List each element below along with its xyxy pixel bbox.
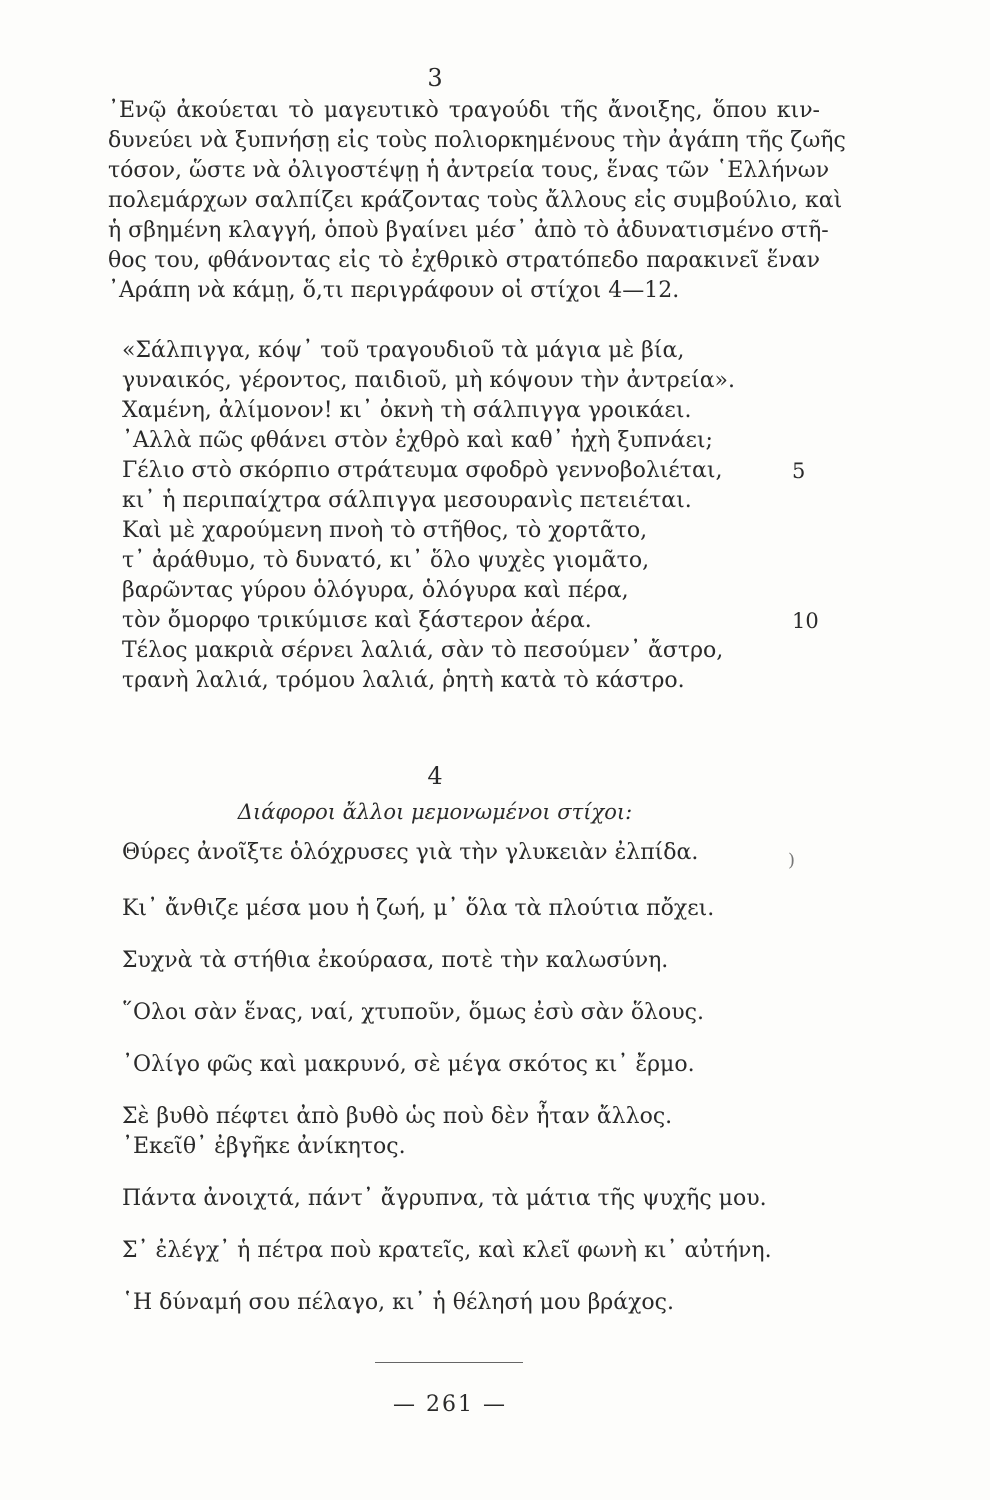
intro-line: ἡ σβημένη κλαγγή, ὁποὺ βγαίνει μέσ᾿ ἀπὸ τὸ ἀδυνατισμένο στῆ- (108, 218, 829, 243)
fragment-line: ᾿Ολίγο φῶς καὶ μακρυνό, σὲ μέγα σκότος κι᾿ ἔρμο. (122, 1052, 695, 1077)
verse-text: Καὶ μὲ χαρούμενη πνοὴ τὸ στῆθος, τὸ χορτᾶτο, (122, 518, 648, 543)
fragment-line: ᾿Εκεῖθ᾿ ἐβγῆκε ἀνίκητος. (122, 1134, 406, 1159)
fragment-line: ῞Ολοι σὰν ἕνας, ναί, χτυποῦν, ὅμως ἐσὺ σὰν ὅλους. (122, 1000, 704, 1025)
verse-text: Χαμένη, ἀλίμονον! κι᾿ ὀκνὴ τὴ σάλπιγγα γροικάει. (122, 398, 692, 423)
verse-line (122, 666, 822, 696)
intro-line: ᾿Ενῷ ἀκούεται τὸ μαγευτικὸ τραγούδι τῆς ἄνοιξης, ὅπου κιν- (108, 98, 820, 123)
verse-text: Γέλιο στὸ σκόρπιο στράτευμα σφοδρὸ γεννοβολιέται, (122, 458, 723, 483)
verse-line (122, 396, 822, 426)
verse-text: τ᾿ ἀράθυμο, τὸ δυνατό, κι᾿ ὅλο ψυχὲς γιομᾶτο, (122, 548, 650, 573)
intro-line: δυνεύει νὰ ξυπνήσῃ εἰς τοὺς πολιορκημένους τὴν ἀγάπη τῆς ζωῆς (108, 128, 846, 153)
verse-text: Τέλος μακριὰ σέρνει λαλιά, σὰν τὸ πεσούμεν᾿ ἄστρο, (122, 638, 724, 663)
verse-line (122, 456, 822, 486)
verse-line (122, 516, 822, 546)
verse-line (122, 336, 822, 366)
verse-text: κι᾿ ἡ περιπαίχτρα σάλπιγγα μεσουρανὶς πετειέται. (122, 488, 692, 513)
section-4-subtitle: Διάφοροι ἄλλοι μεμονωμένοι στίχοι: (237, 800, 633, 824)
verse-line (122, 576, 822, 606)
verse-text: τὸν ὄμορφο τρικύμισε καὶ ξάστερον ἀέρα. (122, 608, 592, 633)
fragment-line: ῾Η δύναμή σου πέλαγο, κι᾿ ἡ θέλησή μου βράχος. (122, 1290, 674, 1315)
intro-line: τόσον, ὥστε νὰ ὀλιγοστέψῃ ἡ ἀντρεία τους, ἕνας τῶν ῾Ελλήνων (108, 158, 830, 183)
fragment-line: Σὲ βυθὸ πέφτει ἀπὸ βυθὸ ὡς ποὺ δὲν ἦταν ἄλλος. (122, 1104, 673, 1129)
verse-line (122, 636, 822, 666)
section-3-intro (108, 96, 846, 306)
fragment-line: Πάντα ἀνοιχτά, πάντ᾿ ἄγρυπνα, τὰ μάτια τῆς ψυχῆς μου. (122, 1186, 767, 1211)
intro-line: πολεμάρχων σαλπίζει κράζοντας τοὺς ἄλλους εἰς συμβούλιο, καὶ (108, 188, 843, 213)
fragment-line: Σ᾿ ἐλέγχ᾿ ἡ πέτρα ποὺ κρατεῖς, καὶ κλεῖ φωνὴ κι᾿ αὐτήνη. (122, 1238, 772, 1263)
verse-text: γυναικός, γέροντος, παιδιοῦ, μὴ κόψουν τὴν ἀντρεία». (122, 368, 736, 393)
verse-line (122, 486, 822, 516)
line-number: 5 (792, 459, 806, 483)
verse-line (122, 606, 822, 636)
verse-text: τρανὴ λαλιά, τρόμου λαλιά, ῥητὴ κατὰ τὸ κάστρο. (122, 668, 685, 693)
section-4-number: 4 (427, 762, 443, 790)
margin-mark: ) (788, 850, 796, 871)
verse-line (122, 366, 822, 396)
fragment-line: Συχνὰ τὰ στήθια ἐκούρασα, ποτὲ τὴν καλωσύνη. (122, 948, 669, 973)
page-number: — 261 — (393, 1392, 507, 1417)
verse-text: βαρῶντας γύρου ὁλόγυρα, ὁλόγυρα καὶ πέρα, (122, 578, 629, 603)
verse-line (122, 546, 822, 576)
intro-line: ᾿Αράπη νὰ κάμῃ, ὅ,τι περιγράφουν οἱ στίχοι 4—12. (108, 278, 680, 303)
line-number: 10 (792, 609, 819, 633)
section-3-verse (122, 336, 822, 696)
verse-text: ᾿Αλλὰ πῶς φθάνει στὸν ἐχθρὸ καὶ καθ᾿ ἠχὴ ξυπνάει; (122, 428, 713, 453)
footer-rule (375, 1362, 523, 1363)
fragment-line: Κι᾿ ἄνθιζε μέσα μου ἡ ζωή, μ᾿ ὅλα τὰ πλούτια πὄχει. (122, 896, 715, 921)
section-3-number: 3 (427, 64, 443, 92)
verse-text: «Σάλπιγγα, κόψ᾿ τοῦ τραγουδιοῦ τὰ μάγια μὲ βία, (122, 338, 685, 363)
intro-line: θος του, φθάνοντας εἰς τὸ ἐχθρικὸ στρατόπεδο παρακινεῖ ἕναν (108, 248, 820, 273)
fragment-line: Θύρες ἀνοῖξτε ὁλόχρυσες γιὰ τὴν γλυκειὰν ἐλπίδα. (122, 840, 699, 865)
verse-line (122, 426, 822, 456)
